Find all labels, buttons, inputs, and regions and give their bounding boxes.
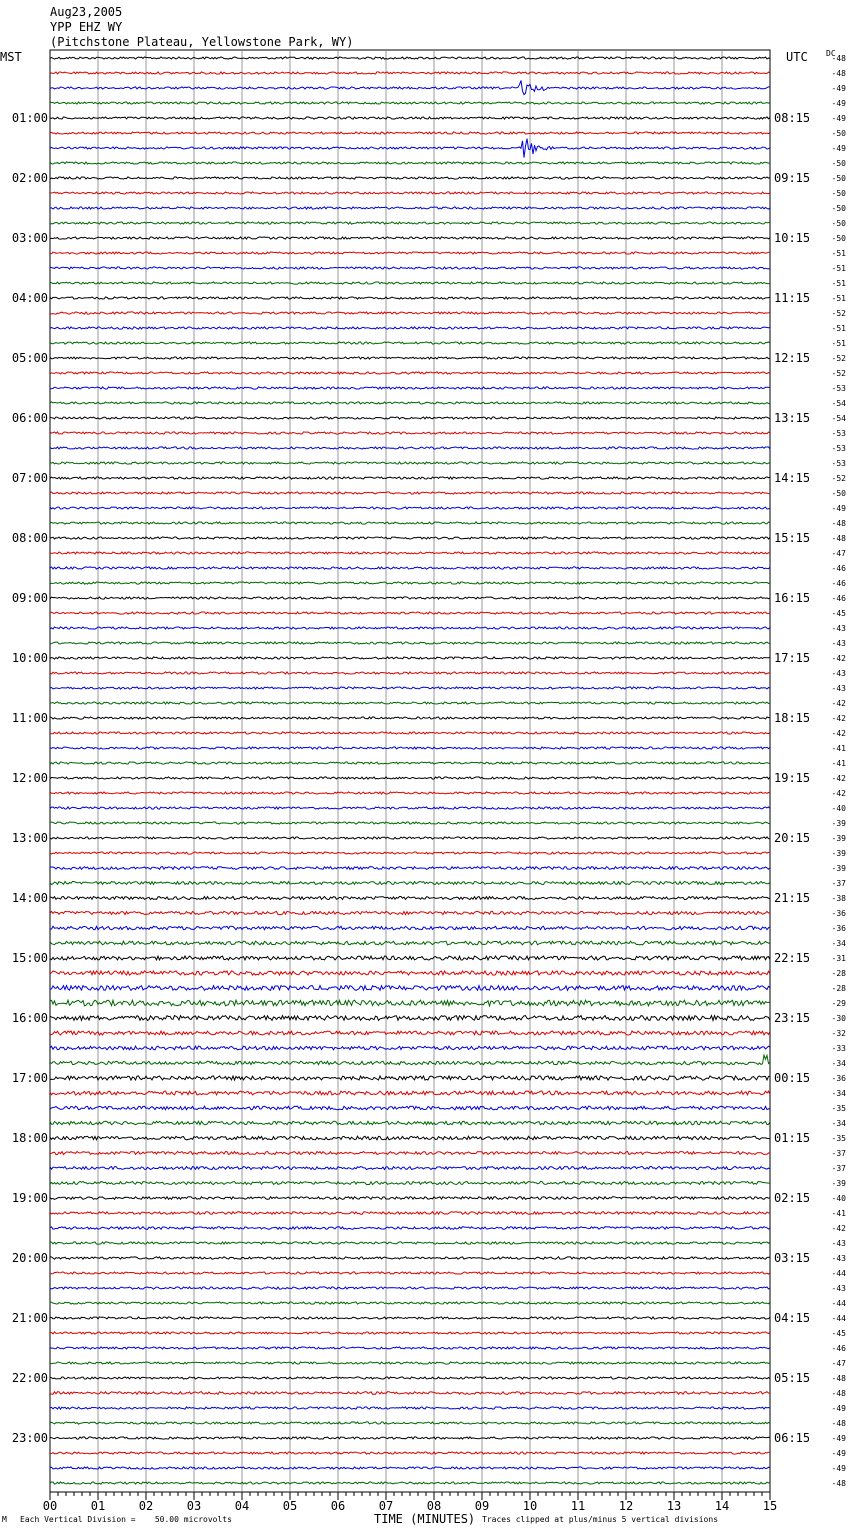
left-hour-label: 21:00: [11, 1311, 48, 1325]
right-hour-label: 05:15: [774, 1371, 811, 1385]
trace-line: [50, 1422, 770, 1424]
dc-offset-label: -42: [831, 789, 846, 798]
x-tick-label: 11: [570, 1499, 586, 1513]
dc-offset-label: -43: [831, 684, 846, 693]
trace-line: [50, 642, 770, 644]
trace-line: [50, 971, 770, 975]
dc-column-label: DC: [826, 49, 836, 58]
trace-line: [50, 1121, 770, 1125]
trace-line: [50, 507, 770, 509]
left-hour-label: 02:00: [11, 171, 48, 185]
dc-offset-label: -35: [831, 1104, 846, 1113]
left-hour-label: 11:00: [11, 711, 48, 725]
x-tick-label: 07: [378, 1499, 394, 1513]
dc-offset-label: -51: [831, 339, 846, 348]
trace-line: [50, 1055, 770, 1065]
trace-line: [50, 1362, 770, 1364]
dc-offset-label: -34: [831, 1119, 846, 1128]
right-timezone-label: UTC: [786, 50, 808, 64]
dc-offset-label: -48: [831, 1389, 846, 1398]
dc-offset-label: -30: [831, 1014, 846, 1023]
right-hour-label: 21:15: [774, 891, 811, 905]
dc-offset-label: -51: [831, 264, 846, 273]
trace-line: [50, 1332, 770, 1334]
trace-line: [50, 139, 770, 158]
trace-line: [50, 1152, 770, 1155]
footer-scale: Each Vertical Division = 50.00 microvolts: [20, 1515, 232, 1524]
trace-line: [50, 222, 770, 224]
trace-line: [50, 986, 770, 991]
dc-offset-label: -42: [831, 714, 846, 723]
x-tick-label: 12: [618, 1499, 634, 1513]
trace-line: [50, 672, 770, 674]
dc-offset-label: -51: [831, 249, 846, 258]
trace-line: [50, 237, 770, 239]
dc-offset-label: -51: [831, 324, 846, 333]
dc-offset-label: -49: [831, 504, 846, 513]
right-hour-label: 09:15: [774, 171, 811, 185]
dc-offset-label: -48: [831, 1479, 846, 1488]
trace-line: [50, 192, 770, 194]
dc-offset-label: -38: [831, 894, 846, 903]
dc-offset-label: -53: [831, 459, 846, 468]
trace-line: [50, 312, 770, 314]
trace-line: [50, 537, 770, 539]
dc-offset-label: -34: [831, 939, 846, 948]
dc-offset-label: -51: [831, 294, 846, 303]
trace-line: [50, 1106, 770, 1110]
dc-offset-label: -44: [831, 1269, 846, 1278]
trace-line: [50, 1242, 770, 1244]
trace-line: [50, 882, 770, 885]
trace-line: [50, 897, 770, 900]
trace-line: [50, 162, 770, 164]
right-hour-label: 04:15: [774, 1311, 811, 1325]
x-tick-label: 03: [186, 1499, 202, 1513]
x-tick-label: 05: [282, 1499, 298, 1513]
left-hour-label: 18:00: [11, 1131, 48, 1145]
footer-mark: M: [2, 1515, 7, 1524]
left-hour-label: 04:00: [11, 291, 48, 305]
dc-offset-label: -43: [831, 624, 846, 633]
dc-offset-label: -29: [831, 999, 846, 1008]
trace-line: [50, 552, 770, 554]
left-hour-label: 13:00: [11, 831, 48, 845]
dc-offset-label: -43: [831, 1239, 846, 1248]
dc-offset-label: -37: [831, 879, 846, 888]
right-hour-label: 23:15: [774, 1011, 811, 1025]
right-hour-label: 00:15: [774, 1071, 811, 1085]
dc-offset-label: -49: [831, 1404, 846, 1413]
right-hour-label: 02:15: [774, 1191, 811, 1205]
x-tick-label: 04: [234, 1499, 250, 1513]
dc-offset-label: -48: [831, 54, 846, 63]
dc-offset-label: -40: [831, 804, 846, 813]
trace-line: [50, 1437, 770, 1439]
x-tick-label: 06: [330, 1499, 346, 1513]
trace-line: [50, 1467, 770, 1469]
dc-offset-label: -41: [831, 1209, 846, 1218]
trace-line: [50, 177, 770, 179]
trace-line: [50, 1257, 770, 1259]
trace-line: [50, 1347, 770, 1349]
right-hour-label: 18:15: [774, 711, 811, 725]
trace-line: [50, 132, 770, 134]
trace-line: [50, 267, 770, 269]
dc-offset-label: -44: [831, 1314, 846, 1323]
trace-line: [50, 462, 770, 464]
dc-offset-label: -49: [831, 114, 846, 123]
trace-line: [50, 102, 770, 104]
trace-line: [50, 207, 770, 209]
dc-offset-label: -43: [831, 1284, 846, 1293]
left-hour-label: 20:00: [11, 1251, 48, 1265]
dc-offset-label: -49: [831, 1434, 846, 1443]
trace-line: [50, 1091, 770, 1095]
trace-line: [50, 1377, 770, 1379]
dc-offset-label: -37: [831, 1149, 846, 1158]
trace-line: [50, 447, 770, 449]
trace-line: [50, 117, 770, 119]
trace-line: [50, 1182, 770, 1185]
dc-offset-label: -36: [831, 924, 846, 933]
dc-offset-label: -52: [831, 369, 846, 378]
dc-offset-label: -52: [831, 309, 846, 318]
dc-offset-label: -43: [831, 669, 846, 678]
left-hour-label: 22:00: [11, 1371, 48, 1385]
dc-offset-label: -48: [831, 519, 846, 528]
dc-offset-label: -37: [831, 1164, 846, 1173]
trace-line: [50, 597, 770, 599]
left-hour-label: 17:00: [11, 1071, 48, 1085]
trace-line: [50, 492, 770, 494]
trace-line: [50, 327, 770, 329]
dc-offset-label: -54: [831, 414, 846, 423]
dc-offset-label: -39: [831, 834, 846, 843]
trace-line: [50, 1287, 770, 1289]
dc-offset-label: -49: [831, 1464, 846, 1473]
trace-line: [50, 627, 770, 629]
x-tick-label: 02: [138, 1499, 154, 1513]
trace-line: [50, 852, 770, 854]
trace-line: [50, 582, 770, 584]
trace-line: [50, 402, 770, 404]
trace-line: [50, 1227, 770, 1230]
trace-line: [50, 762, 770, 764]
dc-offset-label: -42: [831, 774, 846, 783]
trace-line: [50, 867, 770, 870]
trace-line: [50, 732, 770, 734]
trace-line: [50, 81, 770, 95]
dc-offset-label: -40: [831, 1194, 846, 1203]
trace-line: [50, 1136, 770, 1140]
trace-line: [50, 747, 770, 749]
left-hour-label: 14:00: [11, 891, 48, 905]
trace-line: [50, 1272, 770, 1274]
trace-line: [50, 417, 770, 419]
header-date: Aug23,2005: [50, 5, 123, 19]
right-hour-label: 20:15: [774, 831, 811, 845]
x-tick-label: 14: [714, 1499, 730, 1513]
trace-line: [50, 1197, 770, 1200]
x-tick-label: 09: [474, 1499, 490, 1513]
trace-line: [50, 1302, 770, 1304]
trace-line: [50, 57, 770, 59]
dc-offset-label: -33: [831, 1044, 846, 1053]
dc-offset-label: -47: [831, 1359, 846, 1368]
trace-line: [50, 792, 770, 794]
trace-line: [50, 717, 770, 719]
dc-offset-label: -49: [831, 144, 846, 153]
trace-line: [50, 297, 770, 299]
dc-offset-label: -41: [831, 744, 846, 753]
dc-offset-label: -35: [831, 1134, 846, 1143]
dc-offset-label: -34: [831, 1059, 846, 1068]
dc-offset-label: -50: [831, 174, 846, 183]
dc-offset-label: -42: [831, 654, 846, 663]
dc-offset-label: -46: [831, 594, 846, 603]
dc-offset-label: -54: [831, 399, 846, 408]
trace-line: [50, 1167, 770, 1170]
dc-offset-label: -32: [831, 1029, 846, 1038]
right-hour-label: 17:15: [774, 651, 811, 665]
dc-offset-label: -45: [831, 609, 846, 618]
trace-line: [50, 777, 770, 779]
trace-line: [50, 1317, 770, 1319]
right-hour-label: 10:15: [774, 231, 811, 245]
trace-line: [50, 702, 770, 704]
left-hour-label: 07:00: [11, 471, 48, 485]
dc-offset-label: -41: [831, 759, 846, 768]
left-hour-label: 06:00: [11, 411, 48, 425]
dc-offset-label: -46: [831, 1344, 846, 1353]
dc-offset-label: -53: [831, 444, 846, 453]
header-station: YPP EHZ WY: [50, 20, 123, 34]
dc-offset-label: -48: [831, 69, 846, 78]
dc-offset-label: -42: [831, 699, 846, 708]
left-hour-label: 23:00: [11, 1431, 48, 1445]
dc-offset-label: -48: [831, 1419, 846, 1428]
trace-line: [50, 372, 770, 374]
right-hour-label: 03:15: [774, 1251, 811, 1265]
trace-line: [50, 72, 770, 74]
dc-offset-label: -34: [831, 1089, 846, 1098]
right-hour-label: 14:15: [774, 471, 811, 485]
right-hour-label: 12:15: [774, 351, 811, 365]
left-hour-label: 01:00: [11, 111, 48, 125]
trace-line: [50, 357, 770, 359]
trace-line: [50, 1392, 770, 1395]
left-hour-label: 03:00: [11, 231, 48, 245]
trace-line: [50, 956, 770, 960]
dc-offset-label: -43: [831, 1254, 846, 1263]
dc-offset-label: -36: [831, 1074, 846, 1083]
trace-line: [50, 1016, 770, 1021]
trace-line: [50, 567, 770, 569]
left-hour-label: 05:00: [11, 351, 48, 365]
dc-offset-label: -49: [831, 99, 846, 108]
dc-offset-label: -48: [831, 534, 846, 543]
dc-offset-label: -46: [831, 579, 846, 588]
dc-offset-label: -52: [831, 354, 846, 363]
dc-offset-label: -31: [831, 954, 846, 963]
trace-line: [50, 941, 770, 945]
right-hour-label: 08:15: [774, 111, 811, 125]
trace-line: [50, 687, 770, 689]
right-hour-label: 13:15: [774, 411, 811, 425]
right-hour-label: 01:15: [774, 1131, 811, 1145]
right-hour-label: 19:15: [774, 771, 811, 785]
dc-offset-label: -39: [831, 1179, 846, 1188]
dc-offset-label: -44: [831, 1299, 846, 1308]
dc-offset-label: -53: [831, 384, 846, 393]
dc-offset-label: -51: [831, 279, 846, 288]
dc-offset-label: -39: [831, 864, 846, 873]
trace-line: [50, 252, 770, 254]
trace-line: [50, 1482, 770, 1484]
dc-offset-label: -43: [831, 639, 846, 648]
x-tick-label: 10: [522, 1499, 538, 1513]
dc-offset-label: -49: [831, 84, 846, 93]
left-hour-label: 15:00: [11, 951, 48, 965]
dc-offset-label: -52: [831, 474, 846, 483]
trace-line: [50, 477, 770, 479]
plot-frame: [50, 50, 770, 1492]
right-hour-label: 11:15: [774, 291, 811, 305]
trace-line: [50, 837, 770, 839]
footer-clip-note: Traces clipped at plus/minus 5 vertical divisions: [482, 1515, 719, 1524]
dc-offset-label: -42: [831, 1224, 846, 1233]
dc-offset-label: -42: [831, 729, 846, 738]
right-hour-label: 16:15: [774, 591, 811, 605]
left-hour-label: 09:00: [11, 591, 48, 605]
trace-line: [50, 1076, 770, 1080]
header-location: (Pitchstone Plateau, Yellowstone Park, WY): [50, 35, 354, 49]
x-tick-label: 15: [762, 1499, 778, 1513]
trace-line: [50, 1000, 770, 1006]
dc-offset-label: -50: [831, 234, 846, 243]
dc-offset-label: -50: [831, 159, 846, 168]
dc-offset-label: -36: [831, 909, 846, 918]
dc-offset-label: -47: [831, 549, 846, 558]
dc-offset-label: -50: [831, 129, 846, 138]
right-hour-label: 22:15: [774, 951, 811, 965]
dc-offset-label: -53: [831, 429, 846, 438]
x-tick-label: 01: [90, 1499, 106, 1513]
dc-offset-label: -28: [831, 969, 846, 978]
left-hour-label: 12:00: [11, 771, 48, 785]
x-tick-label: 00: [42, 1499, 58, 1513]
trace-line: [50, 522, 770, 524]
x-tick-label: 13: [666, 1499, 682, 1513]
left-hour-label: 10:00: [11, 651, 48, 665]
dc-offset-label: -50: [831, 189, 846, 198]
trace-line: [50, 342, 770, 344]
dc-offset-label: -39: [831, 819, 846, 828]
left-hour-label: 19:00: [11, 1191, 48, 1205]
trace-line: [50, 387, 770, 389]
trace-line: [50, 432, 770, 434]
dc-offset-label: -50: [831, 489, 846, 498]
dc-offset-label: -50: [831, 204, 846, 213]
trace-line: [50, 282, 770, 284]
x-tick-label: 08: [426, 1499, 442, 1513]
trace-line: [50, 1031, 770, 1035]
trace-line: [50, 911, 770, 914]
dc-offset-label: -28: [831, 984, 846, 993]
trace-line: [50, 1212, 770, 1215]
trace-line: [50, 1407, 770, 1409]
trace-line: [50, 807, 770, 809]
left-timezone-label: MST: [0, 50, 22, 64]
dc-offset-label: -39: [831, 849, 846, 858]
left-hour-label: 08:00: [11, 531, 48, 545]
trace-line: [50, 657, 770, 659]
dc-offset-label: -49: [831, 1449, 846, 1458]
trace-line: [50, 1452, 770, 1454]
trace-line: [50, 1046, 770, 1050]
trace-line: [50, 926, 770, 930]
trace-line: [50, 612, 770, 614]
right-hour-label: 06:15: [774, 1431, 811, 1445]
right-hour-label: 15:15: [774, 531, 811, 545]
dc-offset-label: -46: [831, 564, 846, 573]
left-hour-label: 16:00: [11, 1011, 48, 1025]
dc-offset-label: -48: [831, 1374, 846, 1383]
dc-offset-label: -45: [831, 1329, 846, 1338]
trace-line: [50, 822, 770, 824]
x-axis-title: TIME (MINUTES): [374, 1512, 476, 1526]
dc-offset-label: -50: [831, 219, 846, 228]
